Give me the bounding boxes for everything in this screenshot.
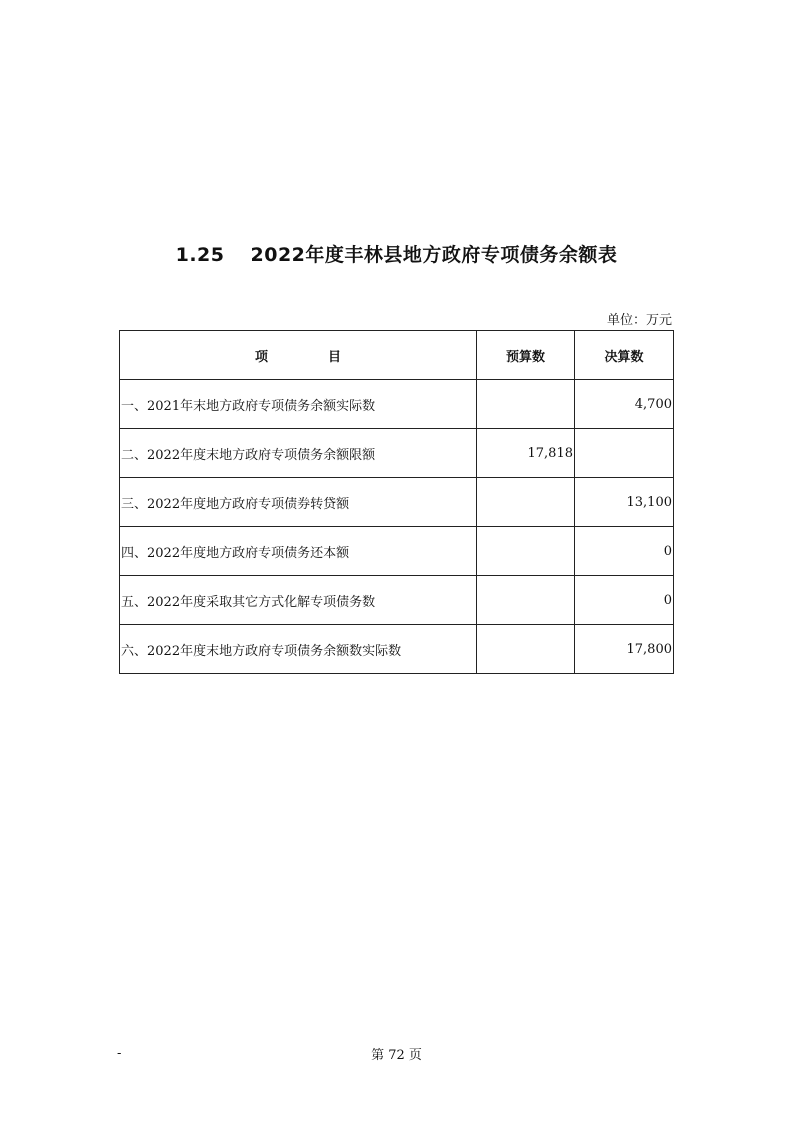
row-final: 0 bbox=[575, 527, 674, 576]
row-budget: 17,818 bbox=[477, 429, 575, 478]
row-item: 五、2022年度采取其它方式化解专项债务数 bbox=[120, 576, 477, 625]
row-budget bbox=[477, 625, 575, 674]
row-item: 二、2022年度末地方政府专项债务余额限额 bbox=[120, 429, 477, 478]
table-row bbox=[120, 625, 674, 674]
row-item: 六、2022年度末地方政府专项债务余额数实际数 bbox=[120, 625, 477, 674]
header-final: 决算数 bbox=[575, 331, 674, 380]
header-budget: 预算数 bbox=[477, 331, 575, 380]
table-header-row bbox=[120, 331, 674, 380]
table-row bbox=[120, 429, 674, 478]
row-final: 13,100 bbox=[575, 478, 674, 527]
footer-dash: - bbox=[117, 1046, 122, 1061]
row-item: 四、2022年度地方政府专项债务还本额 bbox=[120, 527, 477, 576]
row-budget bbox=[477, 527, 575, 576]
page-number: 第 72 页 bbox=[371, 1048, 422, 1063]
header-item: 项目 bbox=[120, 331, 477, 380]
row-budget bbox=[477, 380, 575, 429]
row-final: 4,700 bbox=[575, 380, 674, 429]
page-title bbox=[0, 240, 793, 267]
title-text: 2022年度丰林县地方政府专项债务余额表 bbox=[250, 244, 618, 266]
row-item: 一、2021年末地方政府专项债务余额实际数 bbox=[120, 380, 477, 429]
table-row bbox=[120, 478, 674, 527]
table-row bbox=[120, 380, 674, 429]
row-item: 三、2022年度地方政府专项债券转贷额 bbox=[120, 478, 477, 527]
row-budget bbox=[477, 576, 575, 625]
row-budget bbox=[477, 478, 575, 527]
debt-table bbox=[119, 330, 674, 674]
table-row bbox=[120, 527, 674, 576]
row-final: 17,800 bbox=[575, 625, 674, 674]
unit-label: 单位：万元 bbox=[606, 313, 672, 328]
row-final: 0 bbox=[575, 576, 674, 625]
section-number: 1.25 bbox=[175, 244, 225, 266]
table-row bbox=[120, 576, 674, 625]
row-final bbox=[575, 429, 674, 478]
